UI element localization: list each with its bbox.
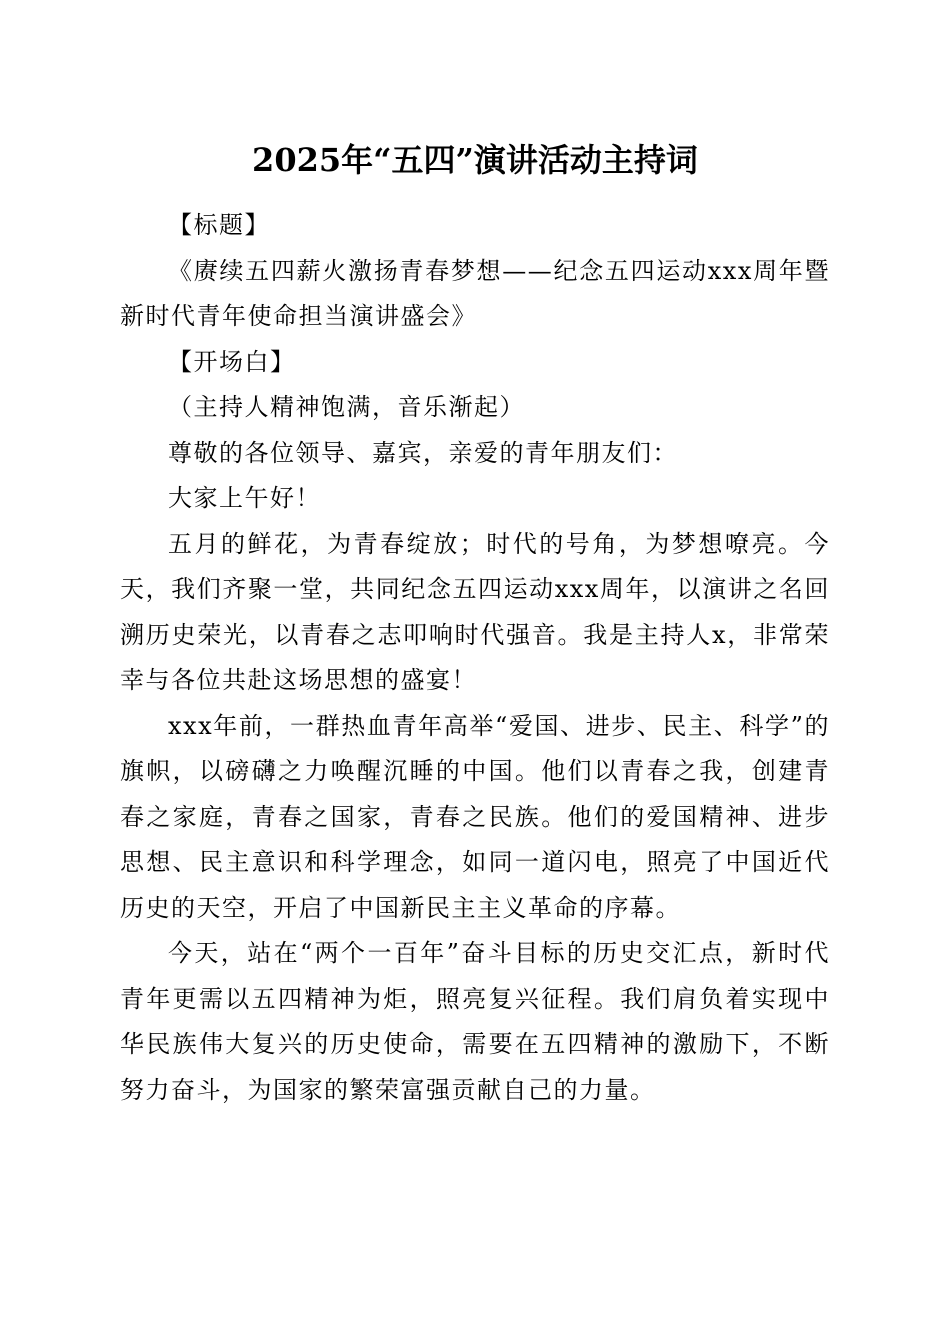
- stage-direction: （主持人精神饱满，音乐渐起）: [168, 393, 525, 421]
- body-paragraph: xxx年前，一群热血青年高举“爱国、进步、民主、科学”的旗帜，以磅礴之力唤醒沉睡的中国。他们以青春之我，创建青春之家庭，青春之国家，青春之民族。他们的爱国精神、进步思想、民主意识和科学理念，如同一道闪电，照亮了中国近代历史的天空，开启了中国新民主主义革命的序幕。: [120, 711, 830, 922]
- greeting-hello: 大家上午好！: [168, 484, 321, 512]
- document-title: 2025年“五四”演讲活动主持词: [252, 141, 698, 179]
- section-heading-opening: 【开场白】: [168, 347, 296, 376]
- event-title-paragraph: 《赓续五四薪火激扬青春梦想——纪念五四运动xxx周年暨新时代青年使命担当演讲盛会》: [120, 256, 830, 330]
- body-paragraph: 五月的鲜花，为青春绽放；时代的号角，为梦想嘹亮。今天，我们齐聚一堂，共同纪念五四运动xxx周年，以演讲之名回溯历史荣光，以青春之志叩响时代强音。我是主持人x，非常荣幸与各位共赴这场思想的盛宴！: [120, 529, 830, 694]
- document-body: [120, 203, 830, 1113]
- body-paragraph: 今天，站在“两个一百年”奋斗目标的历史交汇点，新时代青年更需以五四精神为炬，照亮复兴征程。我们肩负着实现中华民族伟大复兴的历史使命，需要在五四精神的激励下，不断努力奋斗，为国家的繁荣富强贡献自己的力量。: [120, 939, 830, 1104]
- section-heading-title: 【标题】: [168, 211, 270, 239]
- greeting-salutation: 尊敬的各位领导、嘉宾，亲爱的青年朋友们：: [168, 438, 678, 467]
